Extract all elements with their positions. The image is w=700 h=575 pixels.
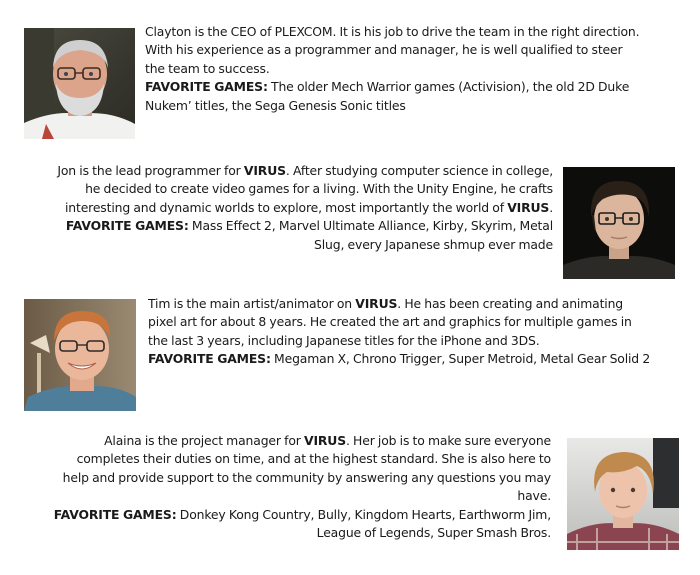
tim-photo — [24, 299, 136, 411]
bio-line — [16, 162, 553, 180]
bio-text: Mass Effect 2, Marvel Ultimate Alliance, Kirby, Skyrim, Metal — [188, 218, 553, 234]
bio-text: Alaina is the project manager for — [104, 433, 304, 448]
bio-line — [16, 487, 551, 505]
bio-text: the last 3 years, including Japanese titles for the iPhone and 3DS. — [148, 332, 540, 348]
bio-text: League of Legends, Super Smash Bros. — [316, 525, 551, 541]
bio-bold-text: VIRUS — [304, 433, 346, 448]
bio-text: completes their duties on time, and at the highest standard. She is also here to — [76, 451, 551, 467]
portrait-young-woman-photo — [567, 438, 679, 550]
portrait-young-man-glasses-photo — [563, 167, 675, 279]
bio-line — [145, 41, 690, 59]
jon-bio — [16, 162, 553, 254]
bio-line — [16, 199, 553, 217]
bio-text: he decided to create video games for a living. With the Unity Engine, he crafts — [85, 181, 553, 197]
bio-text: . After studying computer science in college, — [285, 163, 553, 178]
bio-text: the team to success. — [145, 60, 270, 76]
bio-line — [145, 78, 690, 96]
tim-bio — [148, 295, 693, 369]
bio-text: . Her job is to make sure everyone — [345, 433, 551, 448]
bio-line — [148, 332, 693, 350]
bio-line — [16, 524, 551, 542]
bio-text: . He has been creating and animating — [397, 296, 623, 311]
bio-bold-text: FAVORITE GAMES: — [148, 351, 271, 367]
bio-line — [16, 432, 551, 450]
bio-bold-text: VIRUS — [507, 199, 550, 215]
clayton-bio — [145, 23, 690, 115]
bio-bold-text: VIRUS — [355, 296, 398, 311]
bio-text: Tim is the main artist/animator on — [148, 296, 356, 311]
bio-bold-text: FAVORITE GAMES: — [145, 79, 268, 95]
bio-line — [16, 180, 553, 198]
bio-line — [16, 236, 553, 254]
bio-line — [148, 313, 693, 331]
bio-line — [16, 450, 551, 468]
bio-text: Slug, every Japanese shmup ever made — [314, 236, 553, 252]
bio-text: interesting and dynamic worlds to explore, most importantly the world of — [64, 199, 508, 215]
bio-line — [148, 295, 693, 313]
bio-line — [145, 60, 690, 78]
bio-text: Jon is the lead programmer for — [57, 163, 244, 178]
bio-text: With his experience as a programmer and manager, he is well qualified to steer — [145, 42, 623, 58]
bio-text: pixel art for about 8 years. He created the art and graphics for multiple games in — [148, 314, 632, 330]
bio-bold-text: FAVORITE GAMES: — [53, 506, 177, 522]
bio-line — [16, 217, 553, 235]
bio-line — [145, 97, 690, 115]
bio-line — [145, 23, 690, 41]
bio-text: Donkey Kong Country, Bully, Kingdom Hearts, Earthworm Jim, — [176, 506, 551, 522]
bio-text: The older Mech Warrior games (Activision), the old 2D Duke — [267, 79, 630, 95]
jon-photo — [563, 167, 675, 279]
bio-line — [16, 506, 551, 524]
bio-bold-text: VIRUS — [243, 163, 286, 178]
alaina-bio — [16, 432, 551, 542]
bio-text: Clayton is the CEO of PLEXCOM. It is his job to drive the team in the right direction. — [145, 24, 640, 39]
bio-text: Megaman X, Chrono Trigger, Super Metroid, Metal Gear Solid 2 — [270, 351, 651, 367]
alaina-photo — [567, 438, 679, 550]
portrait-older-man-photo — [24, 28, 135, 139]
bio-text: . — [549, 199, 553, 215]
bio-text: help and provide support to the community by answering any questions you may — [62, 469, 551, 485]
clayton-photo — [24, 28, 135, 139]
bio-bold-text: FAVORITE GAMES: — [65, 218, 189, 234]
bio-line — [16, 469, 551, 487]
bio-text: Nukem’ titles, the Sega Genesis Sonic titles — [145, 97, 406, 113]
portrait-smiling-man-glasses-photo — [24, 299, 136, 411]
bio-text: have. — [517, 488, 551, 504]
bio-line — [148, 350, 693, 368]
